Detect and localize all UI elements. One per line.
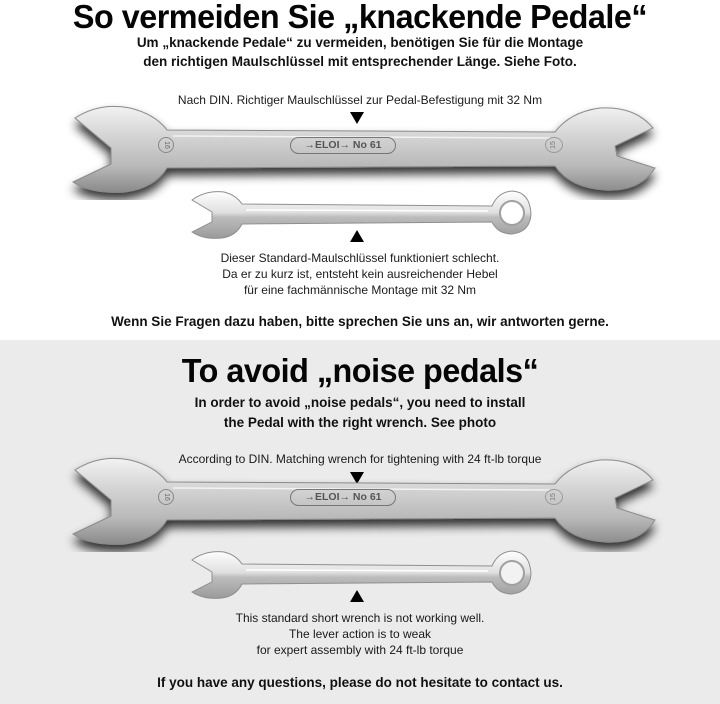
- size-stamp-left: 16: [158, 489, 174, 505]
- arrow-up-icon: [350, 230, 364, 242]
- german-subtitle-line1: Um „knackende Pedale“ zu vermeiden, benötigen Sie für die Montage: [136, 35, 584, 50]
- german-short-wrench-caption-line2: Da er zu kurz ist, entsteht kein ausreichender Hebel: [222, 267, 498, 281]
- size-stamp-right: 15: [545, 137, 563, 153]
- german-short-wrench-caption-line1: Dieser Standard-Maulschlüssel funktioniert schlecht.: [220, 251, 500, 265]
- brand-stamp: →ELOI→ No 61: [290, 137, 396, 154]
- size-stamp-left: 16: [158, 137, 174, 153]
- german-footer: Wenn Sie Fragen dazu haben, bitte sprechen Sie uns an, wir antworten gerne.: [111, 314, 609, 329]
- german-short-wrench-caption-line3: für eine fachmännische Montage mit 32 Nm: [243, 283, 477, 297]
- english-title: To avoid „noise pedals“: [181, 352, 539, 389]
- arrow-up-icon: [350, 590, 364, 602]
- german-subtitle-line2: den richtigen Maulschlüssel mit entsprechender Länge. Siehe Foto.: [143, 54, 577, 69]
- english-footer: If you have any questions, please do not hesitate to contact us.: [157, 675, 563, 690]
- german-title: So vermeiden Sie „knackende Pedale“: [72, 0, 648, 35]
- german-long-wrench-caption: Nach DIN. Richtiger Maulschlüssel zur Pedal-Befestigung mit 32 Nm: [177, 93, 543, 107]
- english-short-wrench-caption-line1: This standard short wrench is not working well.: [235, 611, 485, 625]
- english-subtitle-line2: the Pedal with the right wrench. See photo: [223, 415, 497, 430]
- english-subtitle-line1: In order to avoid „noise pedals“, you need to install: [194, 395, 526, 410]
- german-section: [0, 0, 720, 340]
- english-short-wrench-caption-line3: for expert assembly with 24 ft-lb torque: [256, 643, 464, 657]
- brand-stamp: →ELOI→ No 61: [290, 489, 396, 506]
- english-short-wrench-caption-line2: The lever action is to weak: [288, 627, 432, 641]
- size-stamp-right: 15: [545, 489, 563, 505]
- english-long-wrench-caption: According to DIN. Matching wrench for tightening with 24 ft-lb torque: [178, 452, 542, 466]
- english-section: [0, 340, 720, 704]
